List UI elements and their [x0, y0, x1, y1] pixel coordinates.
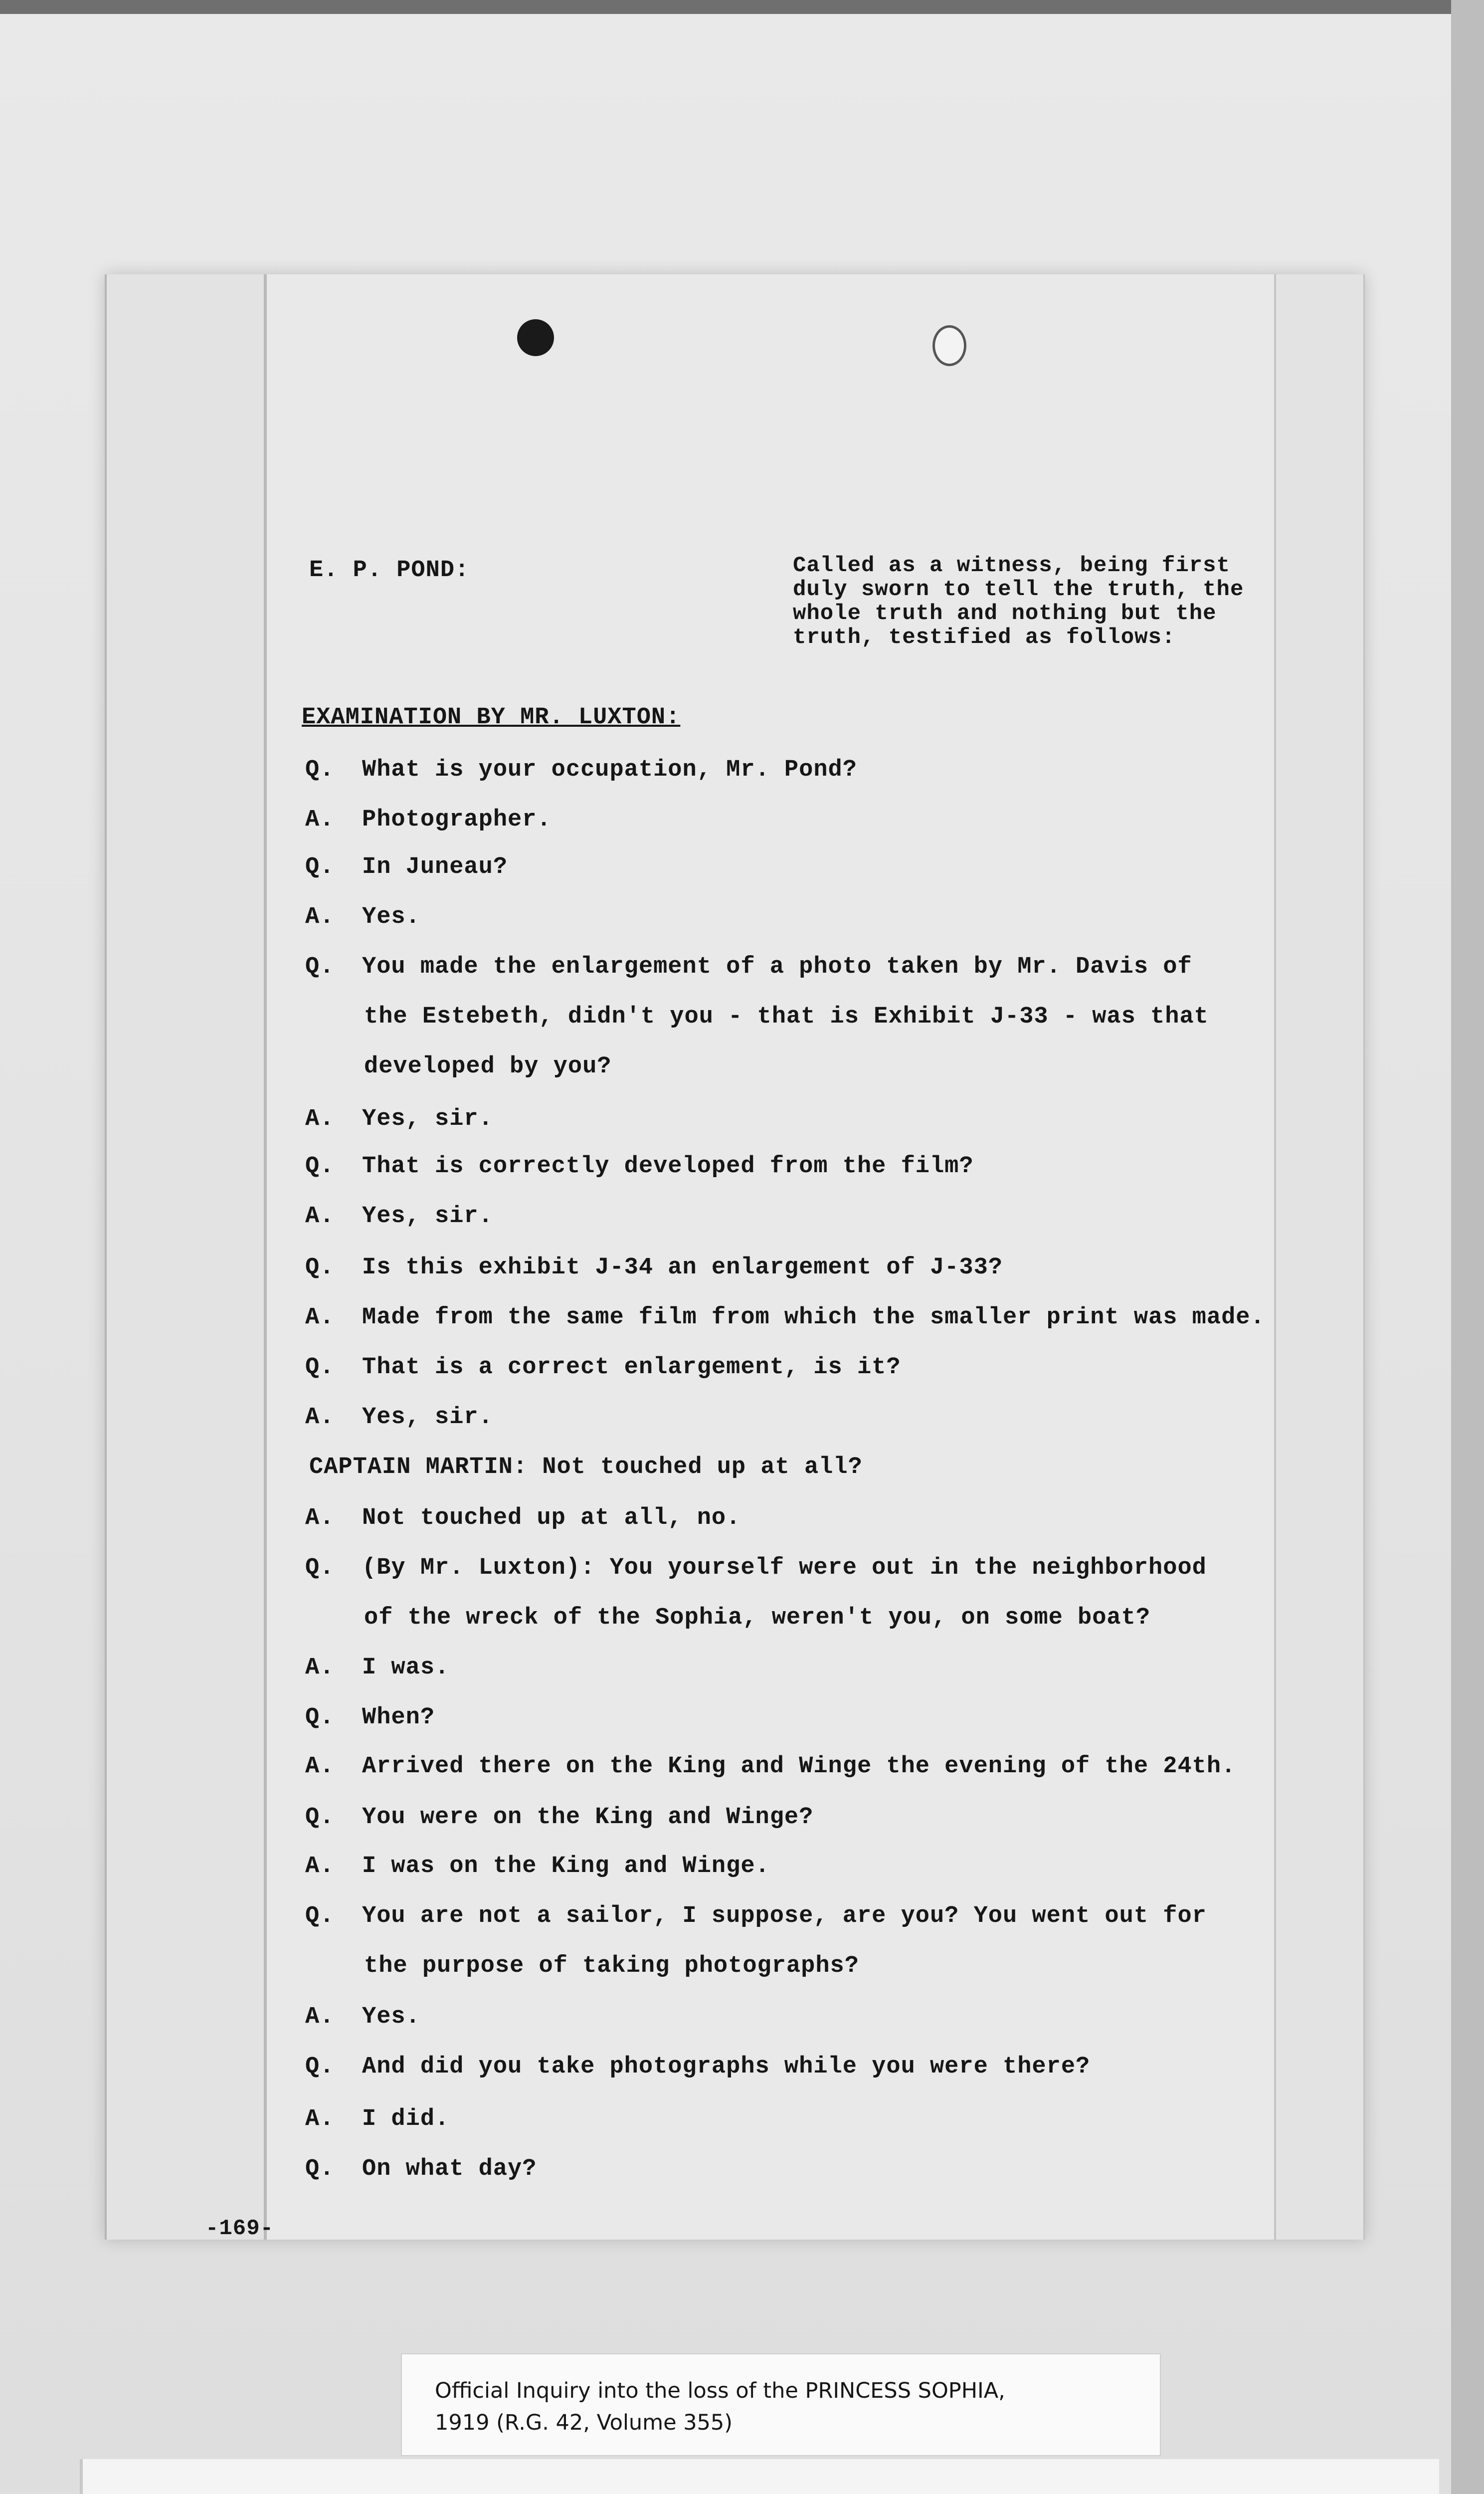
transcript-line-text: Yes.	[362, 904, 420, 930]
caption-slip	[401, 2353, 1161, 2456]
transcript-line-text: Arrived there on the King and Winge the evening of the 24th.	[362, 1753, 1236, 1780]
film-right-edge	[1451, 0, 1484, 2494]
transcript-line-text: the Estebeth, didn't you - that is Exhibit J-33 - was that	[364, 1004, 1209, 1030]
transcript-line-text: I was on the King and Winge.	[362, 1853, 770, 1879]
transcript-line-label: A.	[305, 1655, 335, 1681]
transcript-line-text: You are not a sailor, I suppose, are you? You went out for	[362, 1903, 1207, 1929]
page-number: -169-	[205, 2216, 274, 2241]
transcript-line-text: of the wreck of the Sophia, weren't you, on some boat?	[364, 1605, 1151, 1631]
caption-line-1: Official Inquiry into the loss of the PRINCESS SOPHIA,	[435, 2378, 1005, 2403]
transcript-line-label: Q.	[305, 1153, 335, 1180]
transcript-line-label: Q.	[305, 1254, 335, 1281]
transcript-line-label: Q.	[305, 2156, 335, 2182]
transcript-line-label: A.	[305, 1753, 335, 1780]
transcript-line-text: Yes, sir.	[362, 1106, 493, 1132]
film-top-edge	[0, 0, 1484, 14]
oath-statement: Called as a witness, being first duly sworn to tell the truth, the whole truth and nothing but the truth, testified as follows:	[793, 553, 1244, 650]
transcript-line-label: A.	[305, 1106, 335, 1132]
open-punch-hole	[932, 325, 966, 366]
transcript-line-text: Photographer.	[362, 807, 552, 833]
transcript-line-label: A.	[305, 1203, 335, 1230]
transcript-line-label: A.	[305, 1404, 335, 1431]
transcript-line-label: A.	[305, 2004, 335, 2030]
filled-punch-hole	[517, 319, 554, 356]
transcript-line-label: A.	[305, 1505, 335, 1531]
transcript-line-text: Is this exhibit J-34 an enlargement of J-33?	[362, 1254, 1003, 1281]
archives-card	[80, 2459, 1439, 2494]
transcript-line-text: Made from the same film from which the smaller print was made.	[362, 1304, 1265, 1331]
transcript-line-label: A.	[305, 2106, 335, 2132]
transcript-line-label: A.	[305, 1853, 335, 1879]
transcript-line-label: A.	[305, 904, 335, 930]
caption-line-2: 1919 (R.G. 42, Volume 355)	[435, 2410, 733, 2435]
transcript-line-label: Q.	[305, 757, 335, 783]
transcript-line-text: What is your occupation, Mr. Pond?	[362, 757, 857, 783]
witness-name: E. P. POND:	[309, 557, 470, 584]
transcript-line-text: Yes.	[362, 2004, 420, 2030]
transcript-line-label: Q.	[305, 854, 335, 880]
transcript-line-text: On what day?	[362, 2156, 537, 2182]
transcript-line-label: Q.	[305, 1704, 335, 1731]
transcript-line-text: When?	[362, 1704, 435, 1731]
transcript-line-text: Yes, sir.	[362, 1203, 493, 1230]
transcript-line-text: And did you take photographs while you were there?	[362, 2054, 1091, 2080]
transcript-line-text: You were on the King and Winge?	[362, 1804, 814, 1831]
transcript-line-label: A.	[305, 1304, 335, 1331]
transcript-line-label: Q.	[305, 1354, 335, 1381]
transcript-line-text: In Juneau?	[362, 854, 508, 880]
transcript-line-text: (By Mr. Luxton): You yourself were out in the neighborhood	[362, 1555, 1207, 1581]
transcript-line-label: Q.	[305, 2054, 335, 2080]
transcript-line-text: I was.	[362, 1655, 450, 1681]
transcript-line-text: developed by you?	[364, 1053, 612, 1080]
transcript-line-text: CAPTAIN MARTIN: Not touched up at all?	[309, 1454, 863, 1480]
examination-heading: EXAMINATION BY MR. LUXTON:	[302, 704, 681, 731]
transcript-line-text: I did.	[362, 2106, 450, 2132]
transcript-line-text: That is correctly developed from the film?	[362, 1153, 974, 1180]
transcript-line-text: the purpose of taking photographs?	[364, 1953, 859, 1979]
transcript-line-label: Q.	[305, 1903, 335, 1929]
transcript-line-text: You made the enlargement of a photo taken by Mr. Davis of	[362, 954, 1192, 980]
transcript-line-label: Q.	[305, 954, 335, 980]
transcript-line-text: That is a correct enlargement, is it?	[362, 1354, 901, 1381]
transcript-line-text: Not touched up at all, no.	[362, 1505, 741, 1531]
transcript-line-text: Yes, sir.	[362, 1404, 493, 1431]
transcript-line-label: Q.	[305, 1555, 335, 1581]
transcript-line-label: Q.	[305, 1804, 335, 1831]
transcript-line-label: A.	[305, 807, 335, 833]
